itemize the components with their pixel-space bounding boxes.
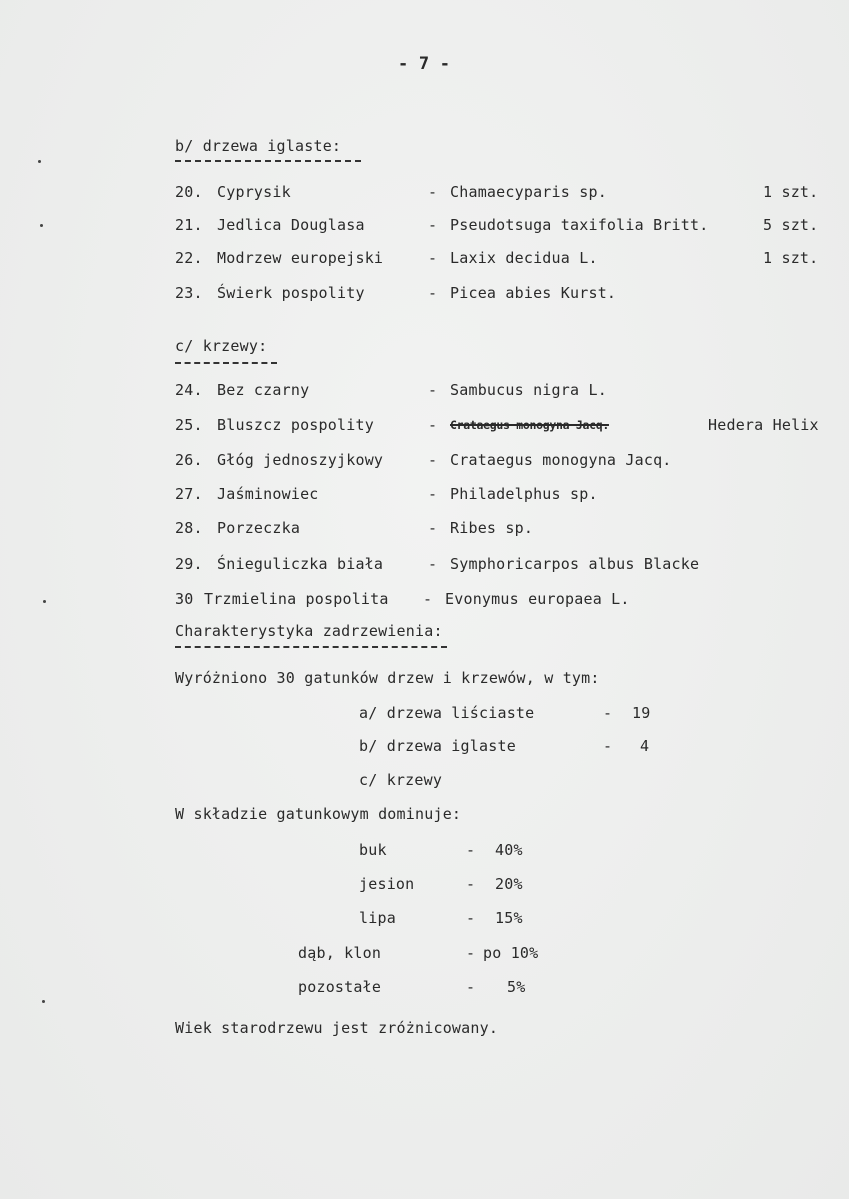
dominant-dash: - [466,909,476,927]
item-dash: - [428,451,438,469]
item-polish-name: Porzeczka [217,519,301,537]
dominant-value: 15% [495,909,523,927]
item-dash: - [428,249,438,267]
dominant-label: dąb, klon [298,944,382,962]
dominant-intro: W składzie gatunkowym dominuje: [175,805,462,823]
item-number: 28. [175,519,203,537]
item-struck-text: Crataegus monogyna Jacq. [450,418,609,432]
item-dash: - [428,284,438,302]
item-polish-name: Trzmielina pospolita [204,590,389,608]
item-count: 1 szt. [763,249,819,267]
item-polish-name: Bez czarny [217,381,310,399]
group-label: b/ drzewa iglaste [359,737,516,755]
dominant-label: pozostałe [298,978,382,996]
item-polish-name: Głóg jednoszyjkowy [217,451,384,469]
item-polish-name: Świerk pospolity [217,284,365,302]
item-polish-name: Jaśminowiec [217,485,319,503]
item-number: 21. [175,216,203,234]
scan-speck [42,1000,45,1003]
dominant-dash: - [466,875,476,893]
section-b-underline [175,160,361,162]
item-number: 20. [175,183,203,201]
scan-speck [40,224,43,227]
dominant-value: po 10% [483,944,539,962]
dominant-dash: - [466,944,476,962]
item-polish-name: Cyprysik [217,183,291,201]
dominant-value: 40% [495,841,523,859]
dominant-dash: - [466,978,476,996]
item-latin-name: Hedera Helix [708,416,819,434]
dominant-value: 5% [507,978,526,996]
item-dash: - [428,519,438,537]
section-b-heading: b/ drzewa iglaste: [175,137,342,155]
item-latin-name: Philadelphus sp. [450,485,598,503]
group-dash: - [603,737,613,755]
page-number: - 7 - [398,54,451,74]
item-latin-name: Pseudotsuga taxifolia Britt. [450,216,709,234]
group-label: c/ krzewy [359,771,443,789]
group-dash: - [603,704,613,722]
item-polish-name: Modrzew europejski [217,249,384,267]
item-number: 30 [175,590,194,608]
item-dash: - [428,416,438,434]
item-count: 1 szt. [763,183,819,201]
item-dash: - [428,183,438,201]
item-latin-name: Chamaecyparis sp. [450,183,607,201]
characteristics-underline [175,646,447,648]
item-dash: - [428,485,438,503]
item-polish-name: Bluszcz pospolity [217,416,374,434]
group-label: a/ drzewa liściaste [359,704,535,722]
item-latin-name: Picea abies Kurst. [450,284,617,302]
dominant-label: jesion [359,875,415,893]
item-latin-name: Sambucus nigra L. [450,381,607,399]
section-c-heading: c/ krzewy: [175,337,268,355]
dominant-label: lipa [359,909,396,927]
dominant-value: 20% [495,875,523,893]
item-count: 5 szt. [763,216,819,234]
item-number: 25. [175,416,203,434]
item-latin-name: Evonymus europaea L. [445,590,630,608]
item-dash: - [423,590,433,608]
dominant-label: buk [359,841,387,859]
item-number: 29. [175,555,203,573]
item-dash: - [428,216,438,234]
dominant-dash: - [466,841,476,859]
item-latin-name: Symphoricarpos albus Blacke [450,555,700,573]
item-number: 27. [175,485,203,503]
group-value: 4 [640,737,650,755]
item-dash: - [428,555,438,573]
scan-speck [38,160,41,163]
item-polish-name: Śnieguliczka biała [217,555,384,573]
species-count-intro: Wyróżniono 30 gatunków drzew i krzewów, w tym: [175,669,600,687]
item-number: 24. [175,381,203,399]
closing-sentence: Wiek starodrzewu jest zróżnicowany. [175,1019,499,1037]
item-number: 26. [175,451,203,469]
item-polish-name: Jedlica Douglasa [217,216,365,234]
section-c-underline [175,362,277,364]
item-latin-name: Crataegus monogyna Jacq. [450,451,672,469]
item-latin-name: Laxix decidua L. [450,249,598,267]
group-value: 19 [632,704,651,722]
item-number: 23. [175,284,203,302]
item-number: 22. [175,249,203,267]
item-dash: - [428,381,438,399]
scan-speck [43,600,46,603]
characteristics-heading: Charakterystyka zadrzewienia: [175,622,443,640]
item-latin-name: Ribes sp. [450,519,534,537]
